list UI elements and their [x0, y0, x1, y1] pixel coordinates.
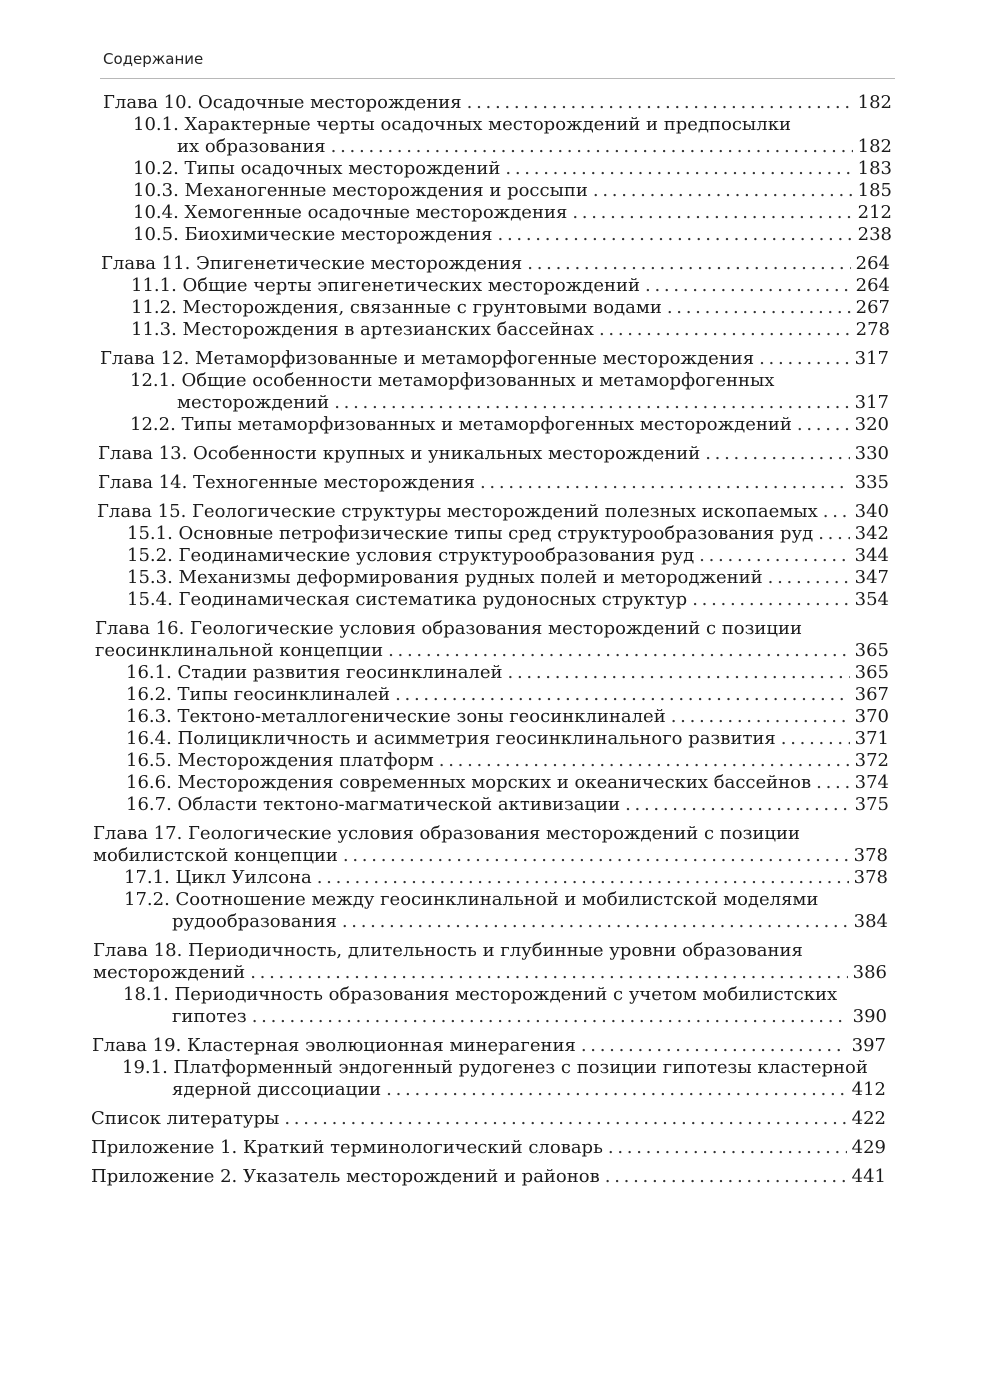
toc-entry-title-line: Глава 16. Геологические условия образования месторождений с позиции [95, 618, 802, 639]
toc-page-number: 375 [854, 794, 889, 815]
toc-page-number: 365 [854, 640, 889, 661]
toc-entry-title: 16.3. Тектоно-металлогенические зоны геосинклиналей [126, 706, 666, 727]
toc-section-entry [133, 180, 892, 202]
toc-entry-title: 10.4. Хемогенные осадочные месторождения [133, 202, 568, 223]
toc-chapter-entry [92, 1035, 886, 1057]
dot-leader [467, 92, 853, 114]
toc-entry-line [133, 158, 892, 180]
toc-entry-line [133, 202, 892, 224]
dot-leader [705, 443, 849, 465]
dot-leader [593, 180, 853, 202]
toc-section-entry [122, 1057, 886, 1101]
toc-section-entry [133, 224, 892, 246]
toc-entry-line [97, 501, 889, 523]
dot-leader [797, 414, 850, 436]
dot-leader [439, 750, 850, 772]
toc-entry-line [91, 1137, 886, 1159]
toc-entry-title: 10.2. Типы осадочных месторождений [133, 158, 501, 179]
toc-section-entry [131, 275, 890, 297]
toc-entry-line [127, 567, 889, 589]
toc-entry-line [91, 1108, 886, 1130]
toc-section-entry [126, 662, 889, 684]
toc-entry-title: ядерной диссоциации [172, 1079, 382, 1100]
dot-leader [667, 297, 851, 319]
toc-section-entry [127, 523, 889, 545]
toc-entry-title: их образования [177, 136, 326, 157]
toc-page-number: 378 [853, 845, 888, 866]
toc-entry-title: 16.7. Области тектоно-магматической активизации [126, 794, 621, 815]
dot-leader [334, 392, 849, 414]
toc-entry-title: Список литературы [91, 1108, 280, 1129]
toc-page-number: 238 [857, 224, 892, 245]
toc-entry-line [130, 414, 889, 436]
toc-entry-line [126, 662, 889, 684]
toc-entry-line [127, 589, 889, 611]
toc-entry-line [126, 684, 889, 706]
toc-entry-title-line: Глава 18. Периодичность, длительность и глубинные уровни образования [93, 940, 803, 961]
toc-entry-title: 16.6. Месторождения современных морских и океанических бассейнов [126, 772, 812, 793]
toc-page-number: 335 [854, 472, 889, 493]
toc-section-entry [126, 684, 889, 706]
toc-entry-title: месторождений [177, 392, 330, 413]
toc-entry-title: 17.1. Цикл Уилсона [124, 867, 312, 888]
toc-chapter-entry [93, 940, 887, 984]
toc-page-number: 365 [854, 662, 889, 683]
toc-entry-title: 15.4. Геодинамическая систематика рудоносных структур [127, 589, 688, 610]
toc-page-number: 212 [857, 202, 892, 223]
toc-page-number: 370 [854, 706, 889, 727]
dot-leader [608, 1137, 847, 1159]
toc-entry-title: Глава 13. Особенности крупных и уникальных месторождений [98, 443, 701, 464]
dot-leader [331, 136, 853, 158]
toc-entry-line [95, 640, 889, 662]
toc-entry-line [131, 275, 890, 297]
toc-page-number: 278 [855, 319, 890, 340]
toc-entry-line [127, 523, 889, 545]
toc-entry-title: Глава 12. Метаморфизованные и метаморфогенные месторождения [100, 348, 755, 369]
toc-entry-line [98, 472, 889, 494]
dot-leader [250, 962, 847, 984]
toc-entry-line [91, 1166, 886, 1188]
dot-leader [527, 253, 850, 275]
dot-leader [823, 501, 850, 523]
toc-page-number: 183 [857, 158, 892, 179]
dot-leader [480, 472, 850, 494]
toc-chapter-entry [91, 1108, 886, 1130]
toc-entry-title-line: 10.1. Характерные черты осадочных месторождений и предпосылки [133, 114, 791, 135]
toc-section-entry [123, 984, 887, 1028]
toc-entry-line [103, 92, 892, 114]
toc-entry-title: гипотез [172, 1006, 247, 1027]
toc-section-entry [126, 794, 889, 816]
running-header: Содержание [103, 50, 204, 68]
toc-section-entry [133, 202, 892, 224]
toc-entry-title: 16.1. Стадии развития геосинклиналей [126, 662, 503, 683]
toc-chapter-entry [93, 823, 888, 867]
toc-page-number: 390 [852, 1006, 887, 1027]
toc-page-number: 441 [851, 1166, 886, 1187]
toc-entry-title-line: Глава 17. Геологические условия образования месторождений с позиции [93, 823, 800, 844]
toc-entry-title: 12.2. Типы метаморфизованных и метаморфогенных месторождений [130, 414, 792, 435]
toc-entry-line [131, 297, 890, 319]
toc-page-number: 182 [857, 136, 892, 157]
toc-entry-title: 15.3. Механизмы деформирования рудных полей и метороджений [127, 567, 763, 588]
dot-leader [818, 523, 849, 545]
toc-entry-title: Приложение 2. Указатель месторождений и районов [91, 1166, 600, 1187]
toc-page-number: 422 [851, 1108, 886, 1129]
dot-leader [572, 202, 852, 224]
dot-leader [284, 1108, 846, 1130]
dot-leader [645, 275, 851, 297]
toc-page-number: 386 [852, 962, 887, 983]
toc-chapter-entry [98, 472, 889, 494]
toc-section-entry [127, 545, 889, 567]
toc-entry-title: 11.3. Месторождения в артезианских бассейнах [131, 319, 594, 340]
toc-page-number: 429 [851, 1137, 886, 1158]
toc-entry-line [122, 1079, 886, 1101]
toc-entry-line [123, 1006, 887, 1028]
toc-page-number: 342 [854, 523, 889, 544]
dot-leader [781, 728, 850, 750]
dot-leader [625, 794, 850, 816]
dot-leader [581, 1035, 847, 1057]
toc-page-number: 185 [857, 180, 892, 201]
toc-page-number: 371 [854, 728, 889, 749]
toc-page-number: 378 [853, 867, 888, 888]
toc-entry-line [127, 545, 889, 567]
toc-entry-line [126, 772, 889, 794]
toc-section-entry [133, 114, 892, 158]
toc-page-number: 347 [854, 567, 889, 588]
toc-page-number: 317 [854, 392, 889, 413]
toc-entry-title: 10.3. Механогенные месторождения и россыпи [133, 180, 588, 201]
dot-leader [395, 684, 850, 706]
dot-leader [816, 772, 850, 794]
toc-section-entry [126, 772, 889, 794]
toc-page-number: 397 [851, 1035, 886, 1056]
toc-entry-title: 16.5. Месторождения платформ [126, 750, 434, 771]
toc-section-entry [127, 567, 889, 589]
toc-section-entry [130, 414, 889, 436]
toc-entry-line [126, 794, 889, 816]
toc-entry-line [133, 224, 892, 246]
toc-chapter-entry [91, 1137, 886, 1159]
toc-entry-line [133, 180, 892, 202]
dot-leader [498, 224, 853, 246]
toc-page-number: 264 [855, 275, 890, 296]
dot-leader [605, 1166, 847, 1188]
table-of-contents [0, 92, 1000, 1188]
toc-entry-title: 15.1. Основные петрофизические типы сред структурообразования руд [127, 523, 814, 544]
toc-entry-title: 16.2. Типы геосинклиналей [126, 684, 391, 705]
toc-section-entry [130, 370, 889, 414]
toc-entry-line [98, 443, 889, 465]
toc-entry-line [100, 348, 889, 370]
dot-leader [252, 1006, 848, 1028]
toc-page-number: 354 [854, 589, 889, 610]
toc-chapter-entry [98, 443, 889, 465]
toc-entry-line [93, 962, 887, 984]
toc-entry-line [130, 392, 889, 414]
toc-entry-title-line: 18.1. Периодичность образования месторождений с учетом мобилистских [123, 984, 838, 1005]
toc-entry-title: Приложение 1. Краткий терминологический словарь [91, 1137, 603, 1158]
toc-chapter-entry [103, 92, 892, 114]
toc-chapter-entry [91, 1166, 886, 1188]
dot-leader [343, 845, 849, 867]
toc-page-number: 264 [855, 253, 890, 274]
toc-entry-title: Глава 15. Геологические структуры месторождений полезных ископаемых [97, 501, 818, 522]
dot-leader [388, 640, 850, 662]
toc-entry-line [124, 911, 888, 933]
dot-leader [768, 567, 850, 589]
toc-entry-title: месторождений [93, 962, 246, 983]
toc-section-entry [131, 297, 890, 319]
dot-leader [699, 545, 849, 567]
toc-section-entry [127, 589, 889, 611]
dot-leader [692, 589, 849, 611]
dot-leader [386, 1079, 847, 1101]
toc-entry-title: рудообразования [172, 911, 337, 932]
toc-page-number: 340 [854, 501, 889, 522]
toc-entry-title-line: 17.2. Соотношение между геосинклинальной и мобилистской моделями [124, 889, 819, 910]
toc-entry-title: 10.5. Биохимические месторождения [133, 224, 493, 245]
dot-leader [508, 662, 850, 684]
toc-page-number: 384 [853, 911, 888, 932]
toc-entry-title: Глава 10. Осадочные месторождения [103, 92, 462, 113]
toc-section-entry [126, 706, 889, 728]
toc-section-entry [131, 319, 890, 341]
toc-page-number: 320 [854, 414, 889, 435]
toc-entry-title: 11.1. Общие черты эпигенетических месторождений [131, 275, 640, 296]
toc-entry-line [131, 319, 890, 341]
toc-page-number: 367 [854, 684, 889, 705]
toc-section-entry [124, 889, 888, 933]
toc-entry-line [101, 253, 890, 275]
toc-entry-line [126, 750, 889, 772]
toc-page-number: 267 [855, 297, 890, 318]
toc-chapter-entry [100, 348, 889, 370]
toc-chapter-entry [97, 501, 889, 523]
dot-leader [317, 867, 849, 889]
toc-entry-title: Глава 14. Техногенные месторождения [98, 472, 475, 493]
toc-page-number: 317 [854, 348, 889, 369]
toc-entry-line [126, 706, 889, 728]
toc-page-number: 344 [854, 545, 889, 566]
toc-section-entry [126, 728, 889, 750]
dot-leader [671, 706, 850, 728]
toc-entry-title: геосинклинальной концепции [95, 640, 384, 661]
toc-section-entry [124, 867, 888, 889]
toc-page-number: 372 [854, 750, 889, 771]
dot-leader [342, 911, 849, 933]
toc-page-number: 374 [854, 772, 889, 793]
toc-entry-title: 11.2. Месторождения, связанные с грунтовыми водами [131, 297, 662, 318]
toc-entry-title-line: 12.1. Общие особенности метаморфизованных и метаморфогенных [130, 370, 775, 391]
toc-entry-title: 16.4. Полицикличность и асимметрия геосинклинального развития [126, 728, 776, 749]
dot-leader [505, 158, 852, 180]
toc-page-number: 412 [851, 1079, 886, 1100]
toc-chapter-entry [95, 618, 889, 662]
toc-entry-title: Глава 11. Эпигенетические месторождения [101, 253, 523, 274]
toc-chapter-entry [101, 253, 890, 275]
toc-entry-line [93, 845, 888, 867]
toc-entry-line [124, 867, 888, 889]
toc-entry-line [133, 136, 892, 158]
toc-page-number: 182 [857, 92, 892, 113]
toc-section-entry [133, 158, 892, 180]
toc-entry-title: Глава 19. Кластерная эволюционная минерагения [92, 1035, 576, 1056]
toc-entry-line [92, 1035, 886, 1057]
dot-leader [599, 319, 851, 341]
toc-entry-title: мобилистской концепции [93, 845, 338, 866]
toc-section-entry [126, 750, 889, 772]
toc-page-number: 330 [854, 443, 889, 464]
toc-entry-title-line: 19.1. Платформенный эндогенный рудогенез с позиции гипотезы кластерной [122, 1057, 868, 1078]
toc-entry-line [126, 728, 889, 750]
header-divider [100, 78, 895, 79]
dot-leader [759, 348, 850, 370]
toc-entry-title: 15.2. Геодинамические условия структурообразования руд [127, 545, 695, 566]
